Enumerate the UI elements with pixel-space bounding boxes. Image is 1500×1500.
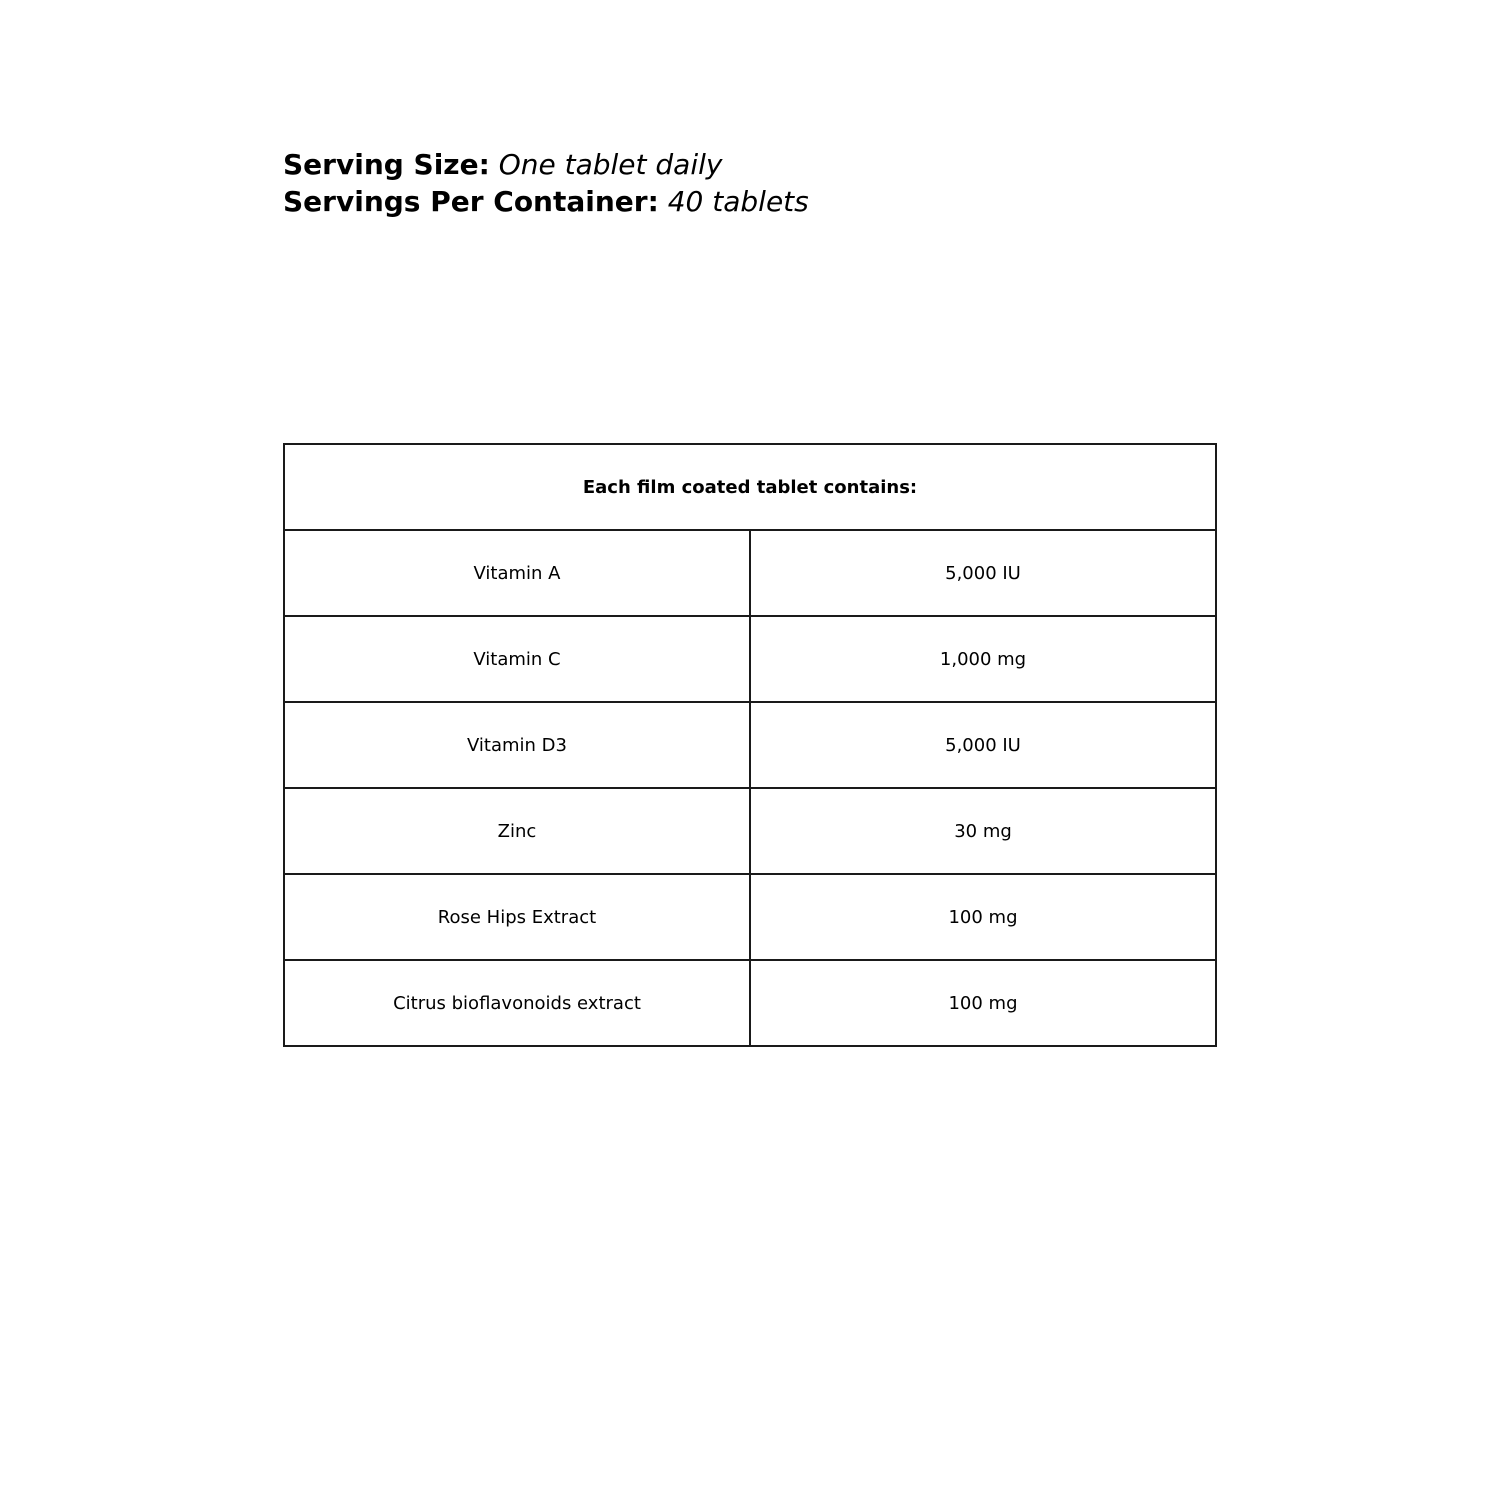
ingredient-name: Rose Hips Extract bbox=[284, 874, 750, 960]
table-row bbox=[284, 960, 1216, 1046]
ingredient-amount: 100 mg bbox=[750, 874, 1216, 960]
serving-info bbox=[283, 146, 809, 220]
table-row bbox=[284, 616, 1216, 702]
serving-size-value: One tablet daily bbox=[498, 148, 723, 181]
serving-size-line bbox=[283, 146, 809, 183]
ingredients-table bbox=[283, 443, 1217, 1047]
ingredient-name: Vitamin A bbox=[284, 530, 750, 616]
servings-per-container-line bbox=[283, 183, 809, 220]
servings-per-container-label: Servings Per Container: bbox=[283, 185, 659, 218]
ingredient-name: Zinc bbox=[284, 788, 750, 874]
table-header: Each film coated tablet contains: bbox=[284, 444, 1216, 530]
ingredient-amount: 5,000 IU bbox=[750, 530, 1216, 616]
serving-size-label: Serving Size: bbox=[283, 148, 490, 181]
ingredient-amount: 100 mg bbox=[750, 960, 1216, 1046]
table-header-row bbox=[284, 444, 1216, 530]
ingredient-name: Vitamin C bbox=[284, 616, 750, 702]
table-row bbox=[284, 788, 1216, 874]
table-row bbox=[284, 702, 1216, 788]
table-row bbox=[284, 874, 1216, 960]
table-row bbox=[284, 530, 1216, 616]
ingredient-name: Citrus bioflavonoids extract bbox=[284, 960, 750, 1046]
servings-per-container-value: 40 tablets bbox=[667, 185, 809, 218]
ingredient-amount: 5,000 IU bbox=[750, 702, 1216, 788]
ingredient-amount: 1,000 mg bbox=[750, 616, 1216, 702]
ingredient-name: Vitamin D3 bbox=[284, 702, 750, 788]
ingredient-amount: 30 mg bbox=[750, 788, 1216, 874]
